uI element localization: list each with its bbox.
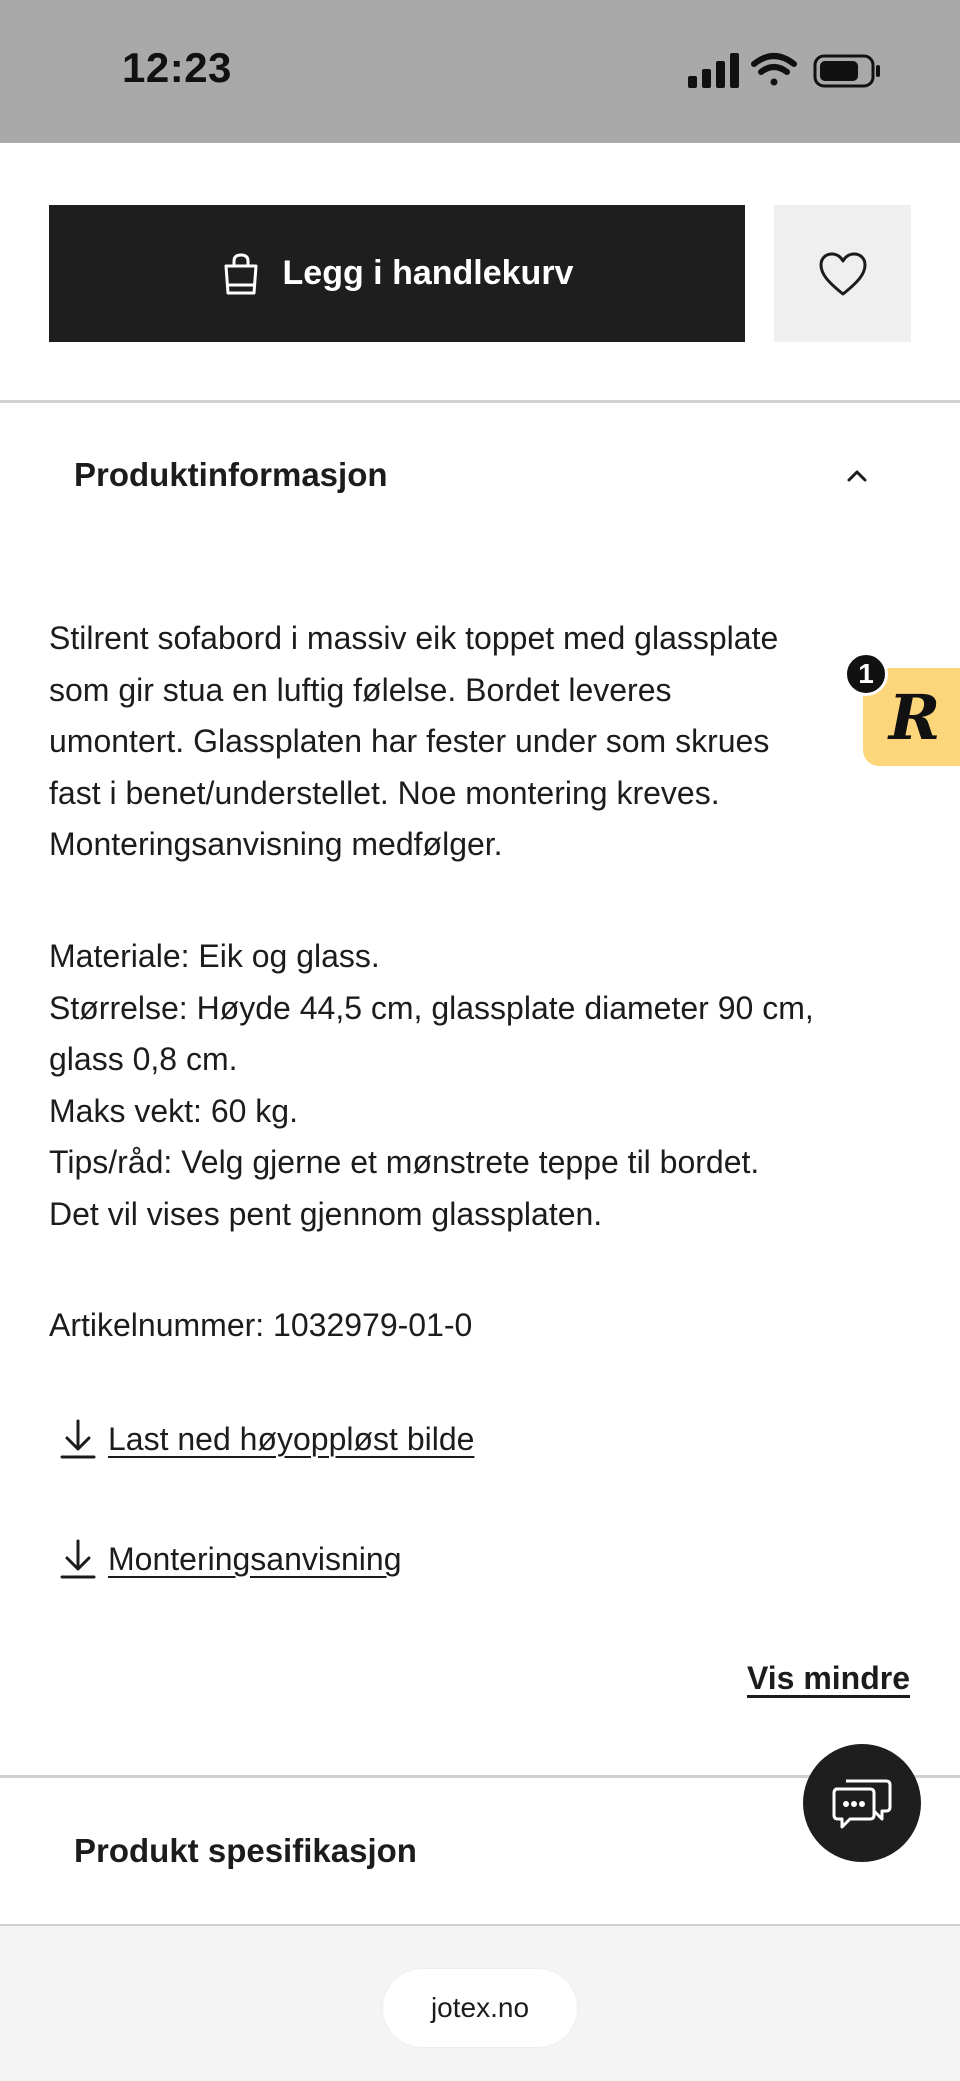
download-icon <box>58 1418 98 1460</box>
description-line: Monteringsanvisning medfølger. <box>49 826 503 862</box>
show-less-link[interactable]: Vis mindre <box>746 1660 910 1696</box>
cellular-signal-icon <box>688 53 739 88</box>
description-line: umontert. Glassplaten har fester under som skrues <box>49 723 770 759</box>
chevron-up-icon[interactable] <box>842 460 872 490</box>
chat-button[interactable] <box>803 1744 921 1862</box>
status-icons <box>686 50 886 92</box>
product-details <box>49 931 919 1240</box>
details-line: Tips/råd: Velg gjerne et mønstrete teppe til bordet. <box>49 1144 760 1180</box>
details-line: Materiale: Eik og glass. <box>49 938 380 974</box>
product-spec-header[interactable]: Produkt spesifikasjon <box>74 1832 417 1869</box>
add-to-cart-button[interactable] <box>49 205 745 342</box>
notification-badge: 1 <box>844 652 888 696</box>
description-line: som gir stua en luftig følelse. Bordet leveres <box>49 671 672 708</box>
divider <box>0 400 960 403</box>
review-widget-logo: R <box>888 680 941 754</box>
shopping-bag-icon <box>221 252 261 296</box>
assembly-instructions-link[interactable] <box>58 1538 402 1580</box>
details-line: glass 0,8 cm. <box>49 1041 238 1077</box>
chat-bubble-icon <box>830 1775 894 1831</box>
assembly-instructions-label: Monteringsanvisning <box>108 1540 402 1577</box>
battery-icon <box>815 56 880 86</box>
details-line: Det vil vises pent gjennom glassplaten. <box>49 1195 603 1232</box>
article-number: Artikelnummer: 1032979-01-0 <box>49 1307 473 1343</box>
add-to-cart-label: Legg i handlekurv <box>282 254 574 292</box>
description-line: fast i benet/understellet. Noe montering kreves. <box>49 774 720 811</box>
status-bar <box>0 0 960 143</box>
status-time: 12:23 <box>122 44 232 91</box>
description-line: Stilrent sofabord i massiv eik toppet med glassplate <box>49 620 779 656</box>
details-line: Maks vekt: 60 kg. <box>49 1092 298 1129</box>
url-bar[interactable]: jotex.no <box>383 1969 577 2047</box>
download-image-link[interactable] <box>58 1418 474 1460</box>
heart-icon <box>818 251 868 297</box>
wifi-icon <box>754 56 794 86</box>
details-line: Størrelse: Høyde 44,5 cm, glassplate diameter 90 cm, <box>49 989 814 1026</box>
product-description <box>49 613 919 871</box>
download-icon <box>58 1538 98 1580</box>
favorite-button[interactable] <box>774 205 911 342</box>
product-info-header[interactable]: Produktinformasjon <box>74 456 388 493</box>
download-image-label: Last ned høyoppløst bilde <box>108 1420 475 1457</box>
